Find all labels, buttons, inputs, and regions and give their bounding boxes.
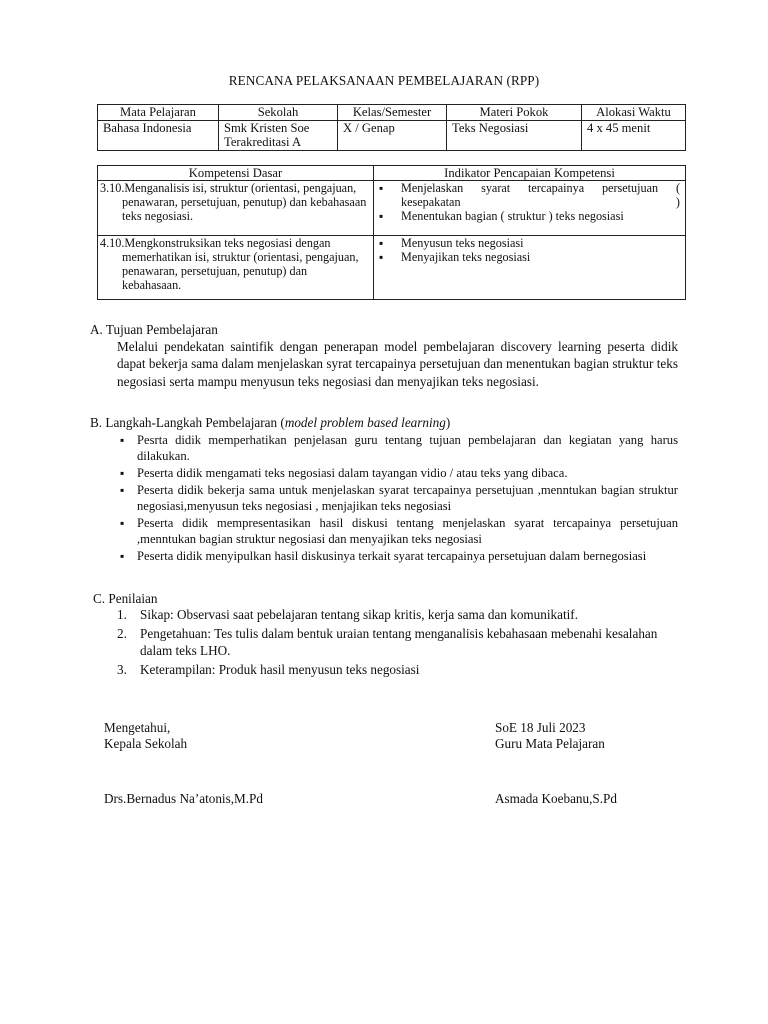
- section-b-heading-italic: model problem based learning: [284, 415, 446, 430]
- item-number: 1.: [117, 607, 127, 622]
- header-sekolah: Sekolah: [219, 105, 338, 121]
- sign-role: Guru Mata Pelajaran: [495, 735, 605, 751]
- section-b-heading: [90, 415, 450, 431]
- item-text: Pengetahuan: Tes tulis dalam bentuk uraian tentang menganalisis kebahasaan mebenahi kesalahan dalam teks LHO.: [140, 626, 658, 658]
- sign-label: Mengetahui,: [104, 720, 171, 735]
- left-signature-block: [104, 720, 187, 751]
- competency-table: [97, 165, 686, 300]
- course-info-table: [97, 104, 686, 151]
- header-mata-pelajaran: Mata Pelajaran: [98, 105, 219, 121]
- section-c-heading: C. Penilaian: [93, 591, 158, 606]
- header-indikator: Indikator Pencapaian Kompetensi: [374, 166, 686, 181]
- kd-cell: [98, 236, 374, 300]
- list-item: ▪ Peserta didik menyipulkan hasil diskusinya terkait syarat tercapainya persetujuan dalam bernegosiasi: [120, 548, 678, 564]
- cell-materi-pokok: Teks Negosiasi: [447, 121, 582, 151]
- list-item: [117, 625, 682, 659]
- list-item: ▪ Menentukan bagian ( struktur ) teks negosiasi: [379, 209, 680, 223]
- sign-date: SoE 18 Juli 2023: [495, 720, 586, 735]
- right-signature-block: [495, 720, 605, 751]
- item-number: 2.: [117, 626, 127, 641]
- table-row: [98, 121, 686, 151]
- indicator-list: [379, 181, 680, 223]
- learning-steps-list: [120, 432, 678, 565]
- item-number: 3.: [117, 662, 127, 677]
- cell-kelas-semester: X / Genap: [338, 121, 447, 151]
- cell-mata-pelajaran: Bahasa Indonesia: [98, 121, 219, 151]
- section-a-text: Melalui pendekatan saintifik dengan penerapan model pembelajaran discovery learning peserta didik dapat bekerja sama dalam menjelaskan syrat tercapainya persetujuan dan menentukan bagian struktur teks negosiasi serta mampu menyusun teks negosiasi dan menyajikan teks negosiasi.: [117, 339, 678, 389]
- list-item: ▪ Peserta didik mengamati teks negosiasi dalam tayangan vidio / atau teks yang dibaca.: [120, 465, 678, 481]
- teacher-name: Asmada Koebanu,S.Pd: [495, 791, 617, 806]
- sign-role: Kepala Sekolah: [104, 735, 188, 751]
- list-item: ▪ Menyajikan teks negosiasi: [379, 250, 680, 264]
- table-row: [98, 181, 686, 236]
- header-kompetensi-dasar: Kompetensi Dasar: [98, 166, 374, 181]
- list-item: ▪ Peserta didik mempresentasikan hasil diskusi tentang menjelaskan syarat tercapainya persetujuan ,menntukan bagian struktur negosiasi dan menyajikan teks negosiasi: [120, 515, 678, 547]
- list-item: ▪ Menjelaskan syarat tercapainya persetujuan ( kesepakatan ): [379, 181, 680, 209]
- section-a-heading: A. Tujuan Pembelajaran: [90, 322, 218, 337]
- list-item: ▪ Pesrta didik memperhatikan penjelasan guru tentang tujuan pembelajaran dan kegiatan yang harus dilakukan.: [120, 432, 678, 464]
- header-materi-pokok: Materi Pokok: [447, 105, 582, 121]
- kd-cell: [98, 181, 374, 236]
- list-item: ▪ Menyusun teks negosiasi: [379, 236, 680, 250]
- indicator-cell: [374, 236, 686, 300]
- list-item: ▪ Peserta didik bekerja sama untuk menjelaskan syarat tercapainya persetujuan ,menntukan bagian struktur negosiasi,menyusun teks negosiasi , menjajikan teks negosiasi: [120, 482, 678, 514]
- document-title: RENCANA PELAKSANAAN PEMBELAJARAN (RPP): [228, 73, 540, 88]
- item-text: Keterampilan: Produk hasil menyusun teks negosiasi: [140, 662, 420, 677]
- section-b-heading-prefix: B. Langkah-Langkah Pembelajaran (: [90, 415, 285, 430]
- table-header-row: [98, 166, 686, 181]
- assessment-list: [117, 606, 682, 680]
- list-item: [117, 661, 682, 678]
- header-alokasi-waktu: Alokasi Waktu: [582, 105, 686, 121]
- section-b-heading-suffix: ): [445, 415, 451, 430]
- kd-text: 3.10.Menganalisis isi, struktur (orientasi, pengajuan, penawaran, persetujuan, penutup) dan kebahasaan teks negosiasi.: [100, 181, 367, 223]
- indicator-list: [379, 236, 680, 264]
- item-text: Sikap: Observasi saat pebelajaran tentang sikap kritis, kerja sama dan komunikatif.: [140, 607, 578, 622]
- list-item: [117, 606, 682, 623]
- cell-sekolah: Smk Kristen Soe Terakreditasi A: [219, 121, 338, 151]
- cell-alokasi-waktu: 4 x 45 menit: [582, 121, 686, 151]
- principal-name: Drs.Bernadus Na’atonis,M.Pd: [104, 791, 263, 806]
- header-kelas-semester: Kelas/Semester: [338, 105, 447, 121]
- table-header-row: [98, 105, 686, 121]
- indicator-cell: [374, 181, 686, 236]
- kd-text: 4.10.Mengkonstruksikan teks negosiasi dengan memerhatikan isi, struktur (orientasi, pengajuan, penawaran, persetujuan, penutup) dan kebahasaan.: [100, 236, 359, 292]
- table-row: [98, 236, 686, 300]
